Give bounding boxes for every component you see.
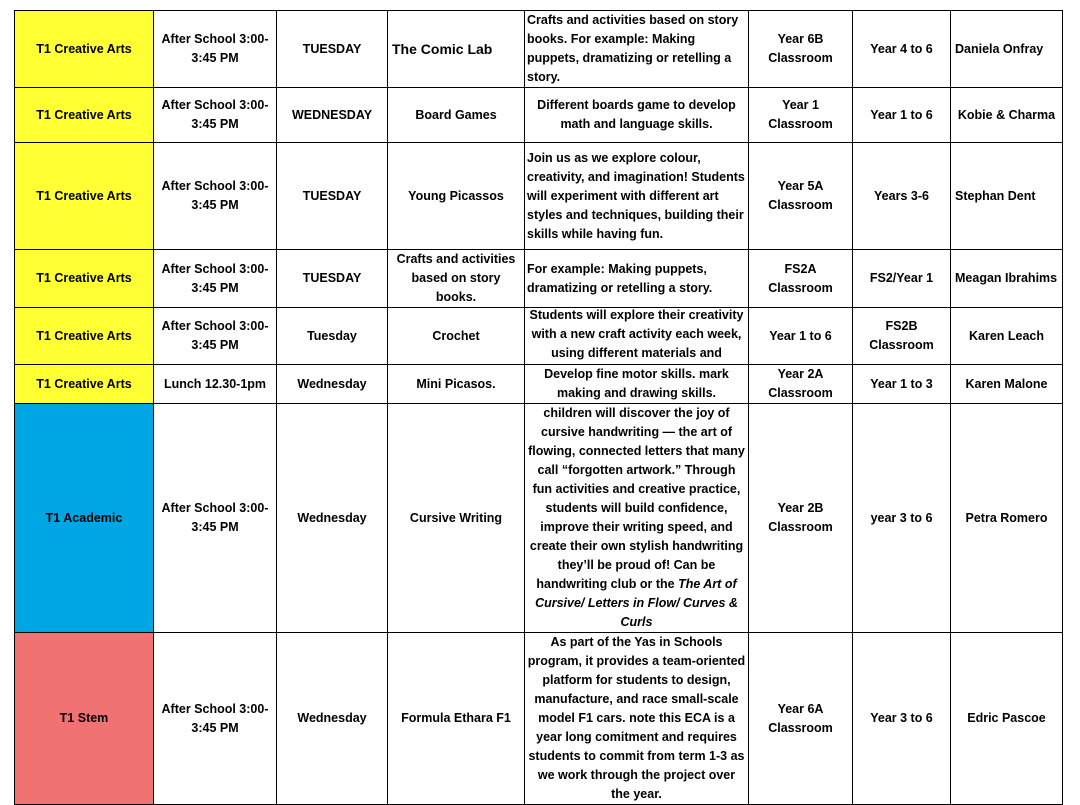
- time-cell: After School 3:00-3:45 PM: [154, 250, 277, 308]
- description-cell: Different boards game to develop math and language skills.: [525, 88, 749, 143]
- teacher-cell: Daniela Onfray: [951, 11, 1063, 88]
- description-cell: Crafts and activities based on story books. For example: Making puppets, dramatizing or retelling a story.: [525, 11, 749, 88]
- description-cell: As part of the Yas in Schools program, it provides a team-oriented platform for students to design, manufacture, and race small-scale model F1 cars. note this ECA is a year long comitment and requires students to commit from term 1-3 as we work through the project over the year.: [525, 633, 749, 805]
- category-cell: T1 Stem: [15, 633, 154, 805]
- years-cell: Year 1 to 3: [853, 365, 951, 404]
- location-cell: Year 1 Classroom: [749, 88, 853, 143]
- years-cell: Years 3-6: [853, 143, 951, 250]
- table-row: [15, 250, 1063, 308]
- location-cell: Year 6B Classroom: [749, 11, 853, 88]
- day-cell: TUESDAY: [277, 143, 388, 250]
- time-cell: After School 3:00-3:45 PM: [154, 11, 277, 88]
- day-cell: TUESDAY: [277, 11, 388, 88]
- years-cell: FS2B Classroom: [853, 308, 951, 365]
- activity-cell: Crochet: [388, 308, 525, 365]
- description-text: Students will explore their creativity with a new craft activity each week, using different materials and: [529, 308, 744, 360]
- day-cell: WEDNESDAY: [277, 88, 388, 143]
- day-cell: Wednesday: [277, 404, 388, 633]
- category-cell: T1 Creative Arts: [15, 365, 154, 404]
- location-cell: Year 2B Classroom: [749, 404, 853, 633]
- time-cell: After School 3:00-3:45 PM: [154, 143, 277, 250]
- table-row: [15, 88, 1063, 143]
- category-cell: T1 Academic: [15, 404, 154, 633]
- teacher-cell: Kobie & Charma: [951, 88, 1063, 143]
- activity-cell: Board Games: [388, 88, 525, 143]
- time-cell: Lunch 12.30-1pm: [154, 365, 277, 404]
- activity-cell: Young Picassos: [388, 143, 525, 250]
- category-cell: T1 Creative Arts: [15, 11, 154, 88]
- day-cell: Wednesday: [277, 365, 388, 404]
- description-cell: [525, 308, 749, 365]
- years-cell: Year 3 to 6: [853, 633, 951, 805]
- teacher-cell: Meagan Ibrahims: [951, 250, 1063, 308]
- years-cell: Year 4 to 6: [853, 11, 951, 88]
- teacher-cell: Edric Pascoe: [951, 633, 1063, 805]
- description-cell: [525, 404, 749, 633]
- activity-cell: Formula Ethara F1: [388, 633, 525, 805]
- day-cell: Wednesday: [277, 633, 388, 805]
- category-cell: T1 Creative Arts: [15, 308, 154, 365]
- table-row: [15, 365, 1063, 404]
- teacher-cell: Karen Leach: [951, 308, 1063, 365]
- teacher-cell: Stephan Dent: [951, 143, 1063, 250]
- activity-cell: Cursive Writing: [388, 404, 525, 633]
- category-cell: T1 Creative Arts: [15, 250, 154, 308]
- activity-cell: Crafts and activities based on story books.: [388, 250, 525, 308]
- location-cell: Year 5A Classroom: [749, 143, 853, 250]
- day-cell: Tuesday: [277, 308, 388, 365]
- category-cell: T1 Creative Arts: [15, 143, 154, 250]
- years-cell: year 3 to 6: [853, 404, 951, 633]
- description-cell: For example: Making puppets, dramatizing or retelling a story.: [525, 250, 749, 308]
- location-cell: Year 6A Classroom: [749, 633, 853, 805]
- teacher-cell: Petra Romero: [951, 404, 1063, 633]
- day-cell: TUESDAY: [277, 250, 388, 308]
- description-text: children will discover the joy of cursive handwriting — the art of flowing, connected letters that many call “forgotten artwork.” Through fun activities and creative practice, students will build confidence, improve their writing speed, and create their own stylish handwriting they’ll be proud of! Can be handwriting club or the: [528, 406, 745, 591]
- location-cell: Year 1 to 6: [749, 308, 853, 365]
- table-row: [15, 308, 1063, 365]
- teacher-cell: Karen Malone: [951, 365, 1063, 404]
- description-cell: Join us as we explore colour, creativity, and imagination! Students will experiment with different art styles and techniques, building their skills while having fun.: [525, 143, 749, 250]
- time-cell: After School 3:00-3:45 PM: [154, 633, 277, 805]
- activity-cell: Mini Picasos.: [388, 365, 525, 404]
- category-cell: T1 Creative Arts: [15, 88, 154, 143]
- description-cell: Develop fine motor skills. mark making and drawing skills.: [525, 365, 749, 404]
- table-row: [15, 11, 1063, 88]
- location-cell: FS2A Classroom: [749, 250, 853, 308]
- time-cell: After School 3:00-3:45 PM: [154, 404, 277, 633]
- description-italic-text: The Art of Cursive/ Letters in Flow/ Curves & Curls: [535, 577, 738, 629]
- table-row: [15, 404, 1063, 633]
- years-cell: Year 1 to 6: [853, 88, 951, 143]
- table-row: [15, 143, 1063, 250]
- eca-schedule-table: [14, 10, 1063, 805]
- time-cell: After School 3:00-3:45 PM: [154, 88, 277, 143]
- location-cell: Year 2A Classroom: [749, 365, 853, 404]
- time-cell: After School 3:00-3:45 PM: [154, 308, 277, 365]
- activity-cell: The Comic Lab: [388, 11, 525, 88]
- years-cell: FS2/Year 1: [853, 250, 951, 308]
